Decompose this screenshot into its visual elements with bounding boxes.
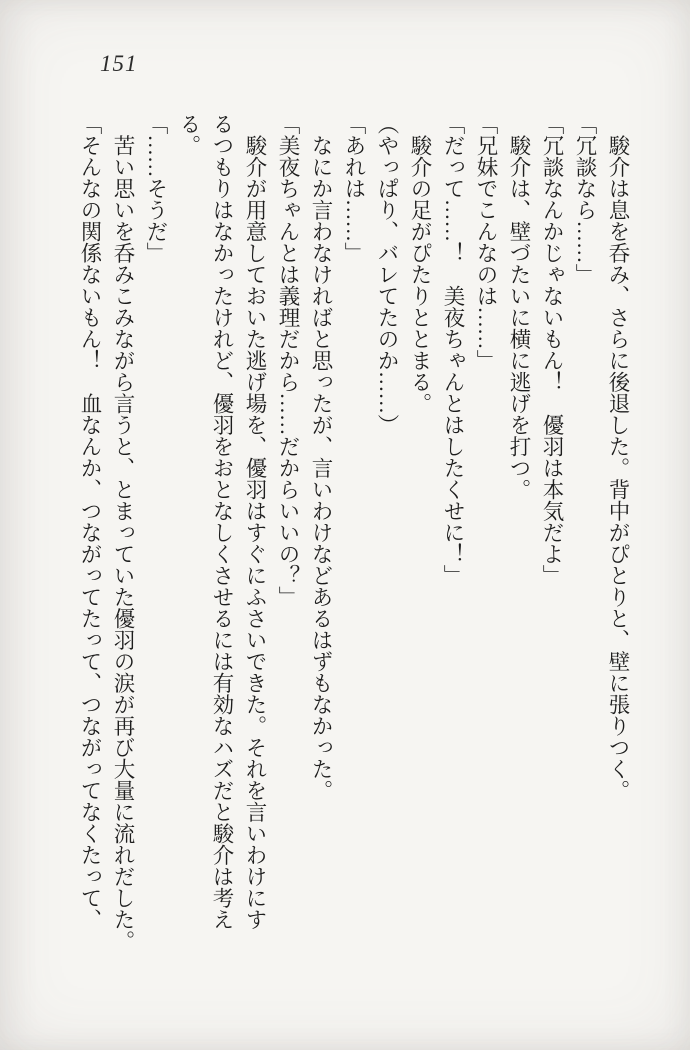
text-line: 「冗談なら……」	[573, 113, 597, 285]
text-line: るつもりはなかったけれど、優羽をおとなしくさせるには有効なハズだと駿介は考え	[210, 113, 234, 930]
text-line: 「冗談なんかじゃないもん！ 優羽は本気だよ」	[540, 113, 564, 586]
text-line: 「兄妹でこんなのは……」	[474, 113, 498, 371]
text-line: 駿介の足がぴたりととまる。	[408, 113, 432, 414]
text-line: る。	[177, 113, 201, 156]
text-line: 「そんなの関係ないもん！ 血なんか、つながってたって、つながってなくたって、	[78, 113, 102, 930]
text-line: 駿介は、壁づたいに横に逃げを打つ。	[507, 113, 531, 500]
text-line: 「あれは……」	[342, 113, 366, 264]
text-line: 苦い思いを呑みこみながら言うと、とまっていた優羽の涙が再び大量に流れだした。	[111, 113, 135, 952]
text-line: なにか言わなければと思ったが、言いわけなどあるはずもなかった。	[309, 113, 333, 801]
text-line: 「美夜ちゃんとは義理だから……だからいいの？」	[276, 113, 300, 608]
text-line: （やっぱり、バレてたのか……）	[375, 113, 399, 436]
text-line: 駿介が用意しておいた逃げ場を、優羽はすぐにふさいできた。それを言いわけにす	[243, 113, 267, 930]
text-line: 駿介は息を呑み、さらに後退した。背中がぴとりと、壁に張りつく。	[606, 113, 630, 801]
text-line: 「だって……！ 美夜ちゃんとはしたくせに！」	[441, 113, 465, 586]
page-number: 151	[100, 51, 138, 76]
text-line: 「……そうだ」	[144, 113, 168, 264]
text-block	[73, 113, 634, 958]
